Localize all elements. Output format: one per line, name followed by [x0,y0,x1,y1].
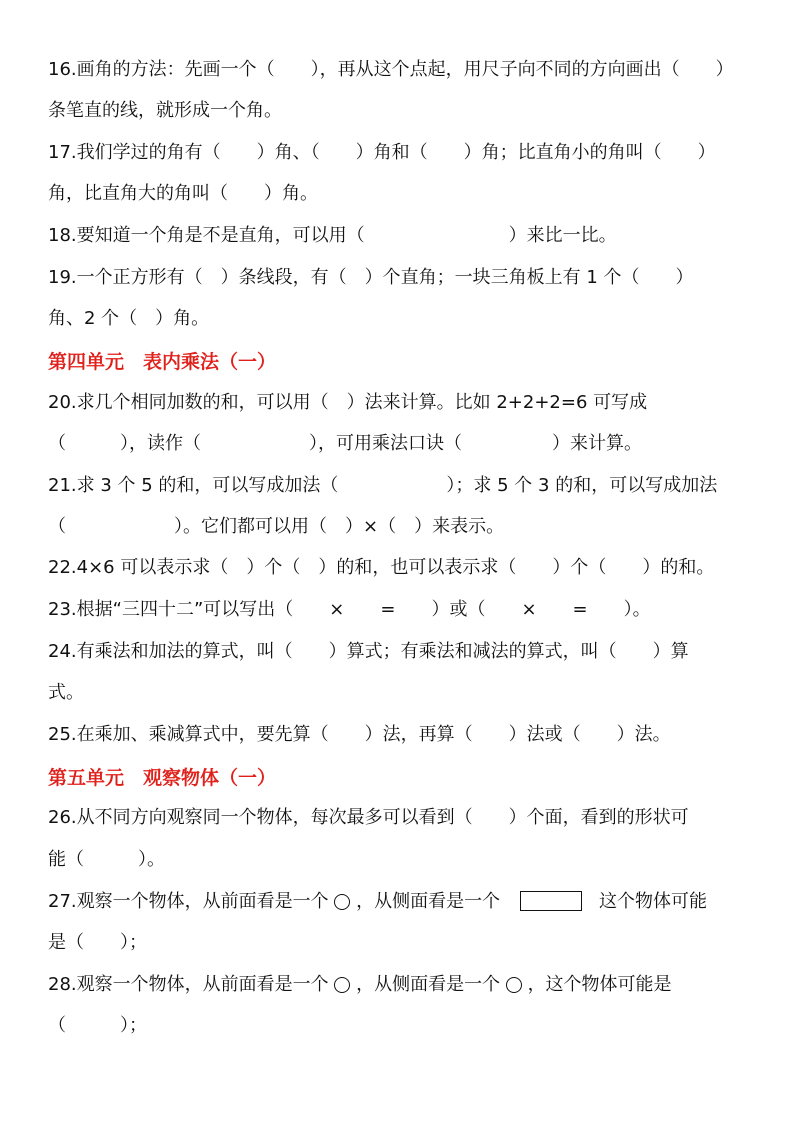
circle-shape-icon [334,894,350,910]
question-25: 25.在乘加、乘减算式中，要先算（ ）法，再算（ ）法或（ ）法。 [48,724,671,745]
question-17-line-2: 角，比直角大的角叫（ ）角。 [48,183,318,204]
question-16-line-2: 条笔直的线，就形成一个角。 [48,100,282,121]
question-17-line-1: 17.我们学过的角有（ ）角、（ ）角和（ ）角；比直角小的角叫（ ） [48,142,716,163]
question-18: 18.要知道一个角是不是直角，可以用（ ）来比一比。 [48,225,617,246]
question-27-text-c: 这个物体可能 [599,891,708,912]
question-16-line-1: 16.画角的方法：先画一个（ ），再从这个点起，用尺子向不同的方向画出（ ） [48,59,734,80]
question-20-line-2: （ ），读作（ ），可用乘法口诀（ ）来计算。 [48,433,642,454]
rectangle-shape-icon [520,891,582,911]
circle-shape-icon [334,977,350,993]
question-28-text-c: ，这个物体可能是 [527,974,672,995]
question-21-line-1: 21.求 3 个 5 的和，可以写成加法（ ）；求 5 个 3 的和，可以写成加法 [48,475,718,496]
unit-5-heading: 第五单元 观察物体（一） [48,767,277,789]
question-19-line-1: 19.一个正方形有（ ）条线段，有（ ）个直角；一块三角板上有 1 个（ ） [48,267,694,288]
question-28-line-1 [48,973,748,997]
question-22: 22.4×6 可以表示求（ ）个（ ）的和，也可以表示求（ ）个（ ）的和。 [48,557,715,578]
question-27-text-b: ，从侧面看是一个 [356,891,501,912]
circle-shape-icon [506,977,522,993]
question-26-line-2: 能（ ）。 [48,849,165,870]
question-20-line-1: 20.求几个相同加数的和，可以用（ ）法来计算。比如 2+2+2=6 可写成 [48,392,648,413]
question-28-text-b: ，从侧面看是一个 [356,974,501,995]
question-24-line-2: 式。 [48,682,84,703]
question-19-line-2: 角、2 个（ ）角。 [48,308,210,329]
question-23: 23.根据“三四十二”可以写出（ × = ）或（ × = ）。 [48,599,651,620]
question-27-line-2: 是（ ）； [48,932,147,953]
question-27-line-1 [48,890,748,914]
question-26-line-1: 26.从不同方向观察同一个物体，每次最多可以看到（ ）个面，看到的形状可 [48,807,689,828]
question-28-text-a: 28.观察一个物体，从前面看是一个 [48,974,329,995]
question-24-line-1: 24.有乘法和加法的算式，叫（ ）算式；有乘法和减法的算式，叫（ ）算 [48,641,689,662]
unit-4-heading: 第四单元 表内乘法（一） [48,351,277,373]
question-28-line-2: （ ）； [48,1015,147,1036]
question-21-line-2: （ ）。它们都可以用（ ）×（ ）来表示。 [48,516,505,537]
question-27-text-a: 27.观察一个物体，从前面看是一个 [48,891,329,912]
